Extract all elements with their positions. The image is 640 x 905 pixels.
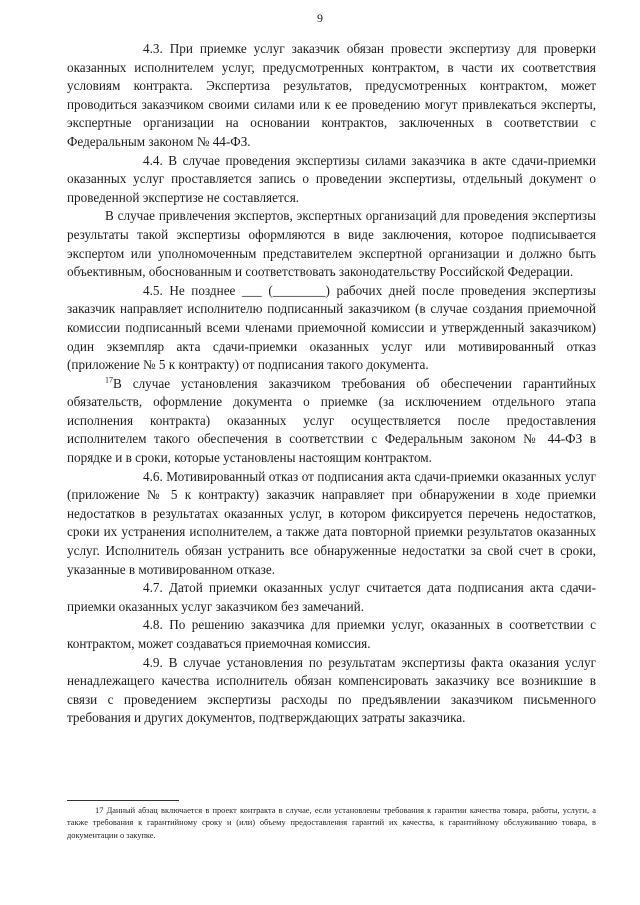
fill-in-blank-days-words: (________) — [268, 282, 330, 298]
clause-number: 4.6. — [143, 468, 163, 484]
footnote: 17 Данный абзац включается в проект контракта в случае, если установлены требования к гарантии качества товара, работы, услуги, а также требования к гарантийному сроку и (или) объему предоставления гарантий их качества, к гарантийному обслуживанию товара, в документации о закупке. — [67, 806, 596, 840]
paragraph-4-8 — [67, 616, 596, 653]
clause-text: В случае привлечения экспертов, экспертных организаций для проведения экспертизы результаты такой экспертизы оформляются в виде заключения, которое подписывается экспертом или уполномоченным представителем экспертной организации и должно быть объективным, обоснованным и соответствовать законодательству Российской Федерации. — [67, 208, 596, 280]
footnote-divider — [67, 800, 179, 801]
paragraph-4-9 — [67, 654, 596, 728]
paragraph-4-6 — [67, 468, 596, 580]
fill-in-blank-days: ___ — [241, 282, 262, 298]
clause-text: В случае установления заказчиком требования об обеспечении гарантийных обязательств, оформление документа о приемке (за исключением отдельного этапа исполнения контракта) оказанных услуг осуществляется после предоставления исполнителем такого обеспечения в соответствии с Федеральным законом № 44-ФЗ в порядке и в сроки, которые установлены настоящим контрактом. — [67, 375, 596, 466]
clause-text: В случае проведения экспертизы силами заказчика в акте сдачи-приемки оказанных услуг проставляется запись о проведении экспертизы, отдельный документ о проведенной экспертизе не составляется. — [67, 152, 596, 205]
page-number: 9 — [317, 11, 323, 25]
clause-lead: Не позднее — [169, 282, 236, 298]
clause-text: рабочих дней после проведения экспертизы заказчик направляет исполнителю подписанный заказчиком (в случае создания приемочной комиссии подписанный всеми членами приемочной комиссии и утвержденный заказчиком) один экземпляр акта сдачи-приемки оказанных услуг или мотивированный отказ (приложение № 5 к контракту) от подписания такого документа. — [67, 282, 597, 373]
clause-text: Мотивированный отказ от подписания акта сдачи-приемки оказанных услуг (приложение № 5 к контракту) заказчик направляет при обнаружении в ходе приемки недостатков в результатах оказанных услуг, в котором фиксируется перечень недостатков, сроки их устранения исполнителем, а также дата повторной приемки результатов оказанных услуг. Исполнитель обязан устранить все обнаруженные недостатки за свой счет в сроки, указанные в мотивированном отказе. — [67, 468, 596, 577]
clause-text: По решению заказчика для приемки услуг, оказанных в соответствии с контрактом, может создаваться приемочная комиссия. — [67, 617, 597, 651]
document-body — [67, 40, 596, 728]
paragraph-4-3 — [67, 40, 596, 152]
clause-number: 4.3. — [143, 41, 163, 56]
clause-text: Датой приемки оказанных услуг считается дата подписания акта сдачи-приемки оказанных услуг заказчиком без замечаний. — [67, 580, 596, 614]
paragraph-4-5-guarantee — [67, 375, 596, 468]
clause-number: 4.9. — [143, 654, 163, 670]
clause-number: 4.4. — [143, 152, 163, 168]
footnote-reference: 17 — [105, 375, 113, 385]
clause-number: 4.8. — [143, 617, 163, 633]
paragraph-4-7 — [67, 579, 596, 616]
paragraph-4-5 — [67, 282, 596, 375]
clause-number: 4.7. — [143, 580, 163, 596]
paragraph-4-4 — [67, 152, 596, 208]
clause-text: При приемке услуг заказчик обязан провести экспертизу для проверки оказанных исполнителем услуг, предусмотренных контрактом, в части их соответствия условиям контракта. Экспертиза результатов, предусмотренных контрактом, может проводиться заказчиком своими силами или к ее проведению могут привлекаться эксперты, экспертные организации на основании контрактов, заключенных в соответствии с Федеральным законом № 44-ФЗ. — [67, 41, 596, 149]
paragraph-4-4-expert — [67, 207, 596, 281]
clause-number: 4.5. — [143, 282, 163, 298]
clause-text: В случае установления по результатам экспертизы факта оказания услуг ненадлежащего качества исполнитель обязан компенсировать заказчику все возникшие в связи с проведением экспертизы расходы по предъявлении заказчиком письменного требования и других документов, подтверждающих затраты заказчика. — [67, 654, 597, 726]
